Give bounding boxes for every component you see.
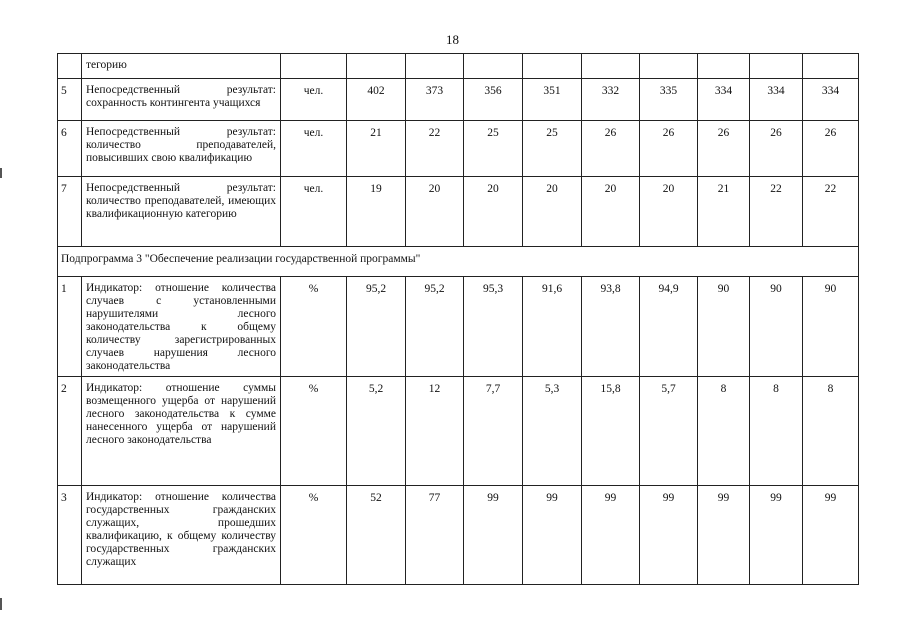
value-cell: 20 [582,177,640,247]
row-number: 5 [58,79,82,121]
value-cell: 94,9 [640,277,698,377]
value-cell: 20 [464,177,523,247]
value-cell: 99 [582,486,640,585]
unit-cell: % [281,377,347,486]
indicator-description: Индикатор: отношение количества государственных гражданских служащих, прошедших квалификацию, к общему количеству государственных гражданских служащих [82,486,281,585]
value-cell [406,54,464,79]
table-row [58,121,859,177]
continuation-row [58,54,859,79]
value-cell [640,54,698,79]
value-cell: 22 [803,177,859,247]
indicator-description: Непосредственный результат: количество преподавателей, повысивших свою квалификацию [82,121,281,177]
row-number: 6 [58,121,82,177]
value-cell: 99 [464,486,523,585]
row-number: 2 [58,377,82,486]
value-cell: 95,2 [406,277,464,377]
value-cell: 26 [698,121,750,177]
value-cell: 402 [347,79,406,121]
value-cell: 99 [523,486,582,585]
value-cell [464,54,523,79]
edge-mark [0,168,2,178]
value-cell: 8 [750,377,803,486]
table-body-bottom [58,277,859,585]
value-cell: 334 [803,79,859,121]
value-cell: 90 [750,277,803,377]
row-number: 3 [58,486,82,585]
value-cell: 52 [347,486,406,585]
value-cell [523,54,582,79]
edge-mark [0,598,2,610]
table-row [58,486,859,585]
value-cell: 99 [750,486,803,585]
value-cell: 99 [698,486,750,585]
value-cell: 22 [750,177,803,247]
value-cell: 25 [523,121,582,177]
indicator-description: Непосредственный результат: количество преподавателей, имеющих квалификационную категорию [82,177,281,247]
page-number: 18 [446,32,459,47]
value-cell: 21 [347,121,406,177]
value-cell: 95,3 [464,277,523,377]
table-body-top [58,54,859,247]
section-title: Подпрограмма 3 "Обеспечение реализации государственной программы" [58,247,859,277]
value-cell: 90 [698,277,750,377]
value-cell: 21 [698,177,750,247]
indicators-table [57,53,859,585]
section-row [58,247,859,277]
value-cell: 5,2 [347,377,406,486]
value-cell: 26 [750,121,803,177]
value-cell: 5,3 [523,377,582,486]
value-cell: 334 [750,79,803,121]
value-cell: 91,6 [523,277,582,377]
value-cell [698,54,750,79]
indicator-description: Непосредственный результат: сохранность контингента учащихся [82,79,281,121]
indicator-description: Индикатор: отношение суммы возмещенного ущерба от нарушений лесного законодательства к сумме нанесенного ущерба от нарушений лесного законодательства [82,377,281,486]
value-cell: 19 [347,177,406,247]
row-number: 1 [58,277,82,377]
value-cell: 8 [698,377,750,486]
unit-cell: чел. [281,79,347,121]
value-cell: 351 [523,79,582,121]
unit-cell: чел. [281,121,347,177]
value-cell [750,54,803,79]
value-cell: 95,2 [347,277,406,377]
value-cell: 335 [640,79,698,121]
value-cell: 356 [464,79,523,121]
unit-cell [281,54,347,79]
value-cell [582,54,640,79]
value-cell: 25 [464,121,523,177]
table-row [58,377,859,486]
unit-cell: % [281,486,347,585]
value-cell: 20 [640,177,698,247]
indicator-description: Индикатор: отношение количества случаев с установленными нарушителями лесного законодательства к общему количеству зарегистрированных случаев нарушения лесного законодательства [82,277,281,377]
value-cell: 99 [803,486,859,585]
value-cell: 373 [406,79,464,121]
value-cell: 15,8 [582,377,640,486]
value-cell: 26 [803,121,859,177]
unit-cell: % [281,277,347,377]
value-cell: 77 [406,486,464,585]
row-number: 7 [58,177,82,247]
table-row [58,79,859,121]
value-cell: 5,7 [640,377,698,486]
value-cell: 90 [803,277,859,377]
value-cell [347,54,406,79]
value-cell: 22 [406,121,464,177]
value-cell: 332 [582,79,640,121]
desc-cell: тегорию [82,54,281,79]
value-cell: 334 [698,79,750,121]
table-row [58,177,859,247]
value-cell: 7,7 [464,377,523,486]
value-cell: 93,8 [582,277,640,377]
value-cell: 26 [582,121,640,177]
unit-cell: чел. [281,177,347,247]
value-cell: 20 [523,177,582,247]
table-row [58,277,859,377]
value-cell: 12 [406,377,464,486]
value-cell: 26 [640,121,698,177]
value-cell [803,54,859,79]
value-cell: 99 [640,486,698,585]
num-cell [58,54,82,79]
value-cell: 20 [406,177,464,247]
value-cell: 8 [803,377,859,486]
